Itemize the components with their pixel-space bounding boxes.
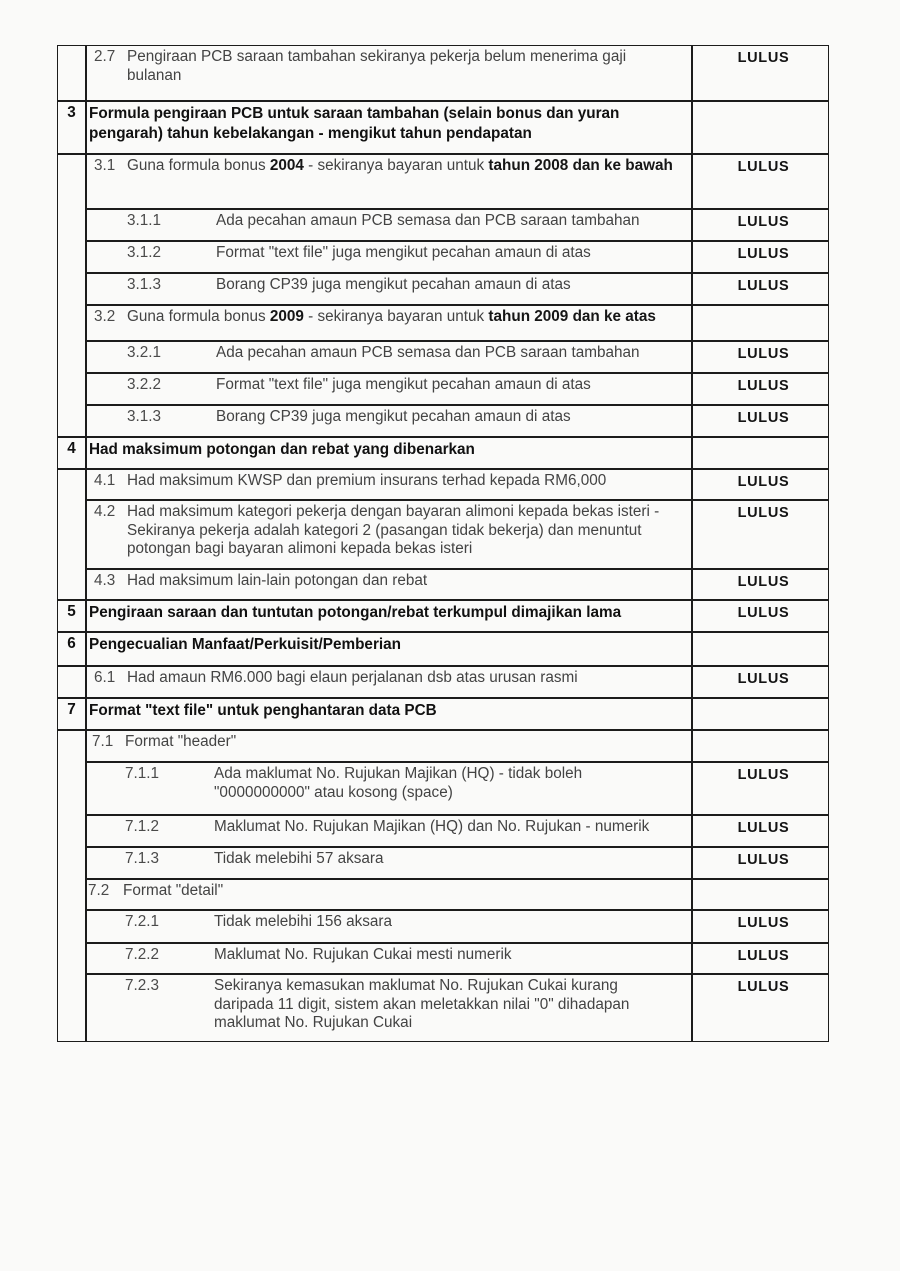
status-label: LULUS [737,278,790,294]
status-label: LULUS [737,948,790,964]
section-number-cell [57,730,86,1042]
description-text: Guna formula bonus [127,157,270,174]
item-description [127,308,690,327]
section-number-cell [57,600,86,632]
section-heading-row [86,101,829,154]
item-number: 4.1 [94,472,116,489]
table-row [86,469,829,500]
item-number: 7.1 [92,733,114,750]
item-description: Tidak melebihi 156 aksara [214,913,392,930]
section-title: Pengecualian Manfaat/Perkuisit/Pemberian [89,636,401,653]
status-label: LULUS [737,378,790,394]
item-description: Format "detail" [123,882,224,899]
table-row [86,847,829,879]
section-number-cell [57,101,86,154]
section-number-cell [57,45,86,101]
table-row [86,730,829,762]
description-emphasis: 2004 [269,157,304,174]
table-row [86,154,829,209]
item-description: Borang CP39 juga mengikut pecahan amaun di atas [216,408,571,425]
section-number-cell [57,154,86,437]
status-label: LULUS [737,574,790,590]
item-number: 7.2 [88,882,110,899]
item-number: 3.1 [94,157,116,174]
section-number-cell [57,469,86,600]
item-number: 7.1.2 [125,818,160,835]
status-label: LULUS [737,474,790,490]
section-number-cell [57,698,86,730]
table-row [86,273,829,305]
status-label: LULUS [737,605,790,621]
section-number: 6 [67,635,76,652]
section-heading-row [86,698,829,730]
description-text: Guna formula bonus [127,308,270,325]
section-heading-row [86,600,829,632]
table-row [86,45,829,101]
status-label: LULUS [737,159,790,175]
status-label: LULUS [737,767,790,783]
section-number: 5 [67,603,76,620]
item-number: 4.2 [94,503,116,520]
table-row [86,569,829,600]
section-number: 3 [67,104,76,121]
description-text: - sekiranya bayaran untuk [303,308,489,325]
status-label: LULUS [737,410,790,426]
item-number: 3.1.2 [127,244,162,261]
item-description: Sekiranya kemasukan maklumat No. Rujukan Cukai kurang daripada 11 digit, sistem akan meletakkan nilai "0" dihadapan maklumat No. Rujukan Cukai [214,977,630,1031]
section-title: Pengiraan saraan dan tuntutan potongan/rebat terkumpul dimajikan lama [89,604,622,621]
item-number: 3.2.1 [127,344,162,361]
status-label: LULUS [737,50,790,66]
section-number: 7 [67,701,76,718]
item-description: Maklumat No. Rujukan Majikan (HQ) dan No. Rujukan - numerik [214,818,650,835]
item-number: 3.1.1 [127,212,162,229]
item-description: Had maksimum lain-lain potongan dan rebat [127,572,428,589]
item-number: 6.1 [94,669,116,686]
table-row [86,879,829,910]
section-number-cell [57,666,86,698]
item-description: Borang CP39 juga mengikut pecahan amaun di atas [216,276,571,293]
item-description: Pengiraan PCB saraan tambahan sekiranya pekerja belum menerima gaji bulanan [127,48,627,84]
item-number: 7.2.2 [125,946,160,963]
table-row [86,943,829,974]
item-number: 7.2.1 [125,913,160,930]
table-row [86,241,829,273]
section-title: Formula pengiraan PCB untuk saraan tambahan (selain bonus dan yuran pengarah) tahun kebelakangan - mengikut tahun pendapatan [89,105,620,142]
item-description: Ada pecahan amaun PCB semasa dan PCB saraan tambahan [216,212,640,229]
item-description [127,157,690,176]
table-row [86,910,829,943]
status-label: LULUS [737,346,790,362]
section-number-cell [57,632,86,666]
table-row [86,500,829,569]
status-label: LULUS [737,671,790,687]
status-label: LULUS [737,246,790,262]
item-number: 7.1.1 [125,765,160,782]
item-description: Had amaun RM6.000 bagi elaun perjalanan dsb atas urusan rasmi [127,669,578,686]
item-number: 2.7 [94,48,116,65]
table-row [86,209,829,241]
item-number: 3.1.3 [127,276,162,293]
table-row [86,373,829,405]
item-description: Format "text file" juga mengikut pecahan amaun di atas [216,244,591,261]
item-description: Format "header" [125,733,237,750]
item-description: Had maksimum KWSP dan premium insurans terhad kepada RM6,000 [127,472,607,489]
section-title: Format "text file" untuk penghantaran data PCB [89,702,437,719]
status-label: LULUS [737,852,790,868]
item-description: Ada pecahan amaun PCB semasa dan PCB saraan tambahan [216,344,640,361]
status-label: LULUS [737,820,790,836]
table-row [86,666,829,698]
item-number: 7.1.3 [125,850,160,867]
description-emphasis: 2009 [269,308,304,325]
table-row [86,341,829,373]
section-heading-row [86,437,829,469]
description-emphasis: tahun 2008 dan ke bawah [488,157,673,174]
table-row [86,405,829,437]
section-number: 4 [67,440,76,457]
status-label: LULUS [737,505,790,521]
section-number-cell [57,437,86,469]
table-row [86,815,829,847]
status-label: LULUS [737,214,790,230]
table-row [86,762,829,815]
item-description: Tidak melebihi 57 aksara [214,850,384,867]
item-description: Had maksimum kategori pekerja dengan bayaran alimoni kepada bekas isteri - Sekiranya pekerja adalah kategori 2 (pasangan tidak bekerja) dan menuntut potongan bagi bayaran alimoni kepada bekas isteri [127,503,660,557]
item-description: Maklumat No. Rujukan Cukai mesti numerik [214,946,512,963]
table-row [86,305,829,341]
description-emphasis: tahun 2009 dan ke atas [488,308,656,325]
section-title: Had maksimum potongan dan rebat yang dibenarkan [89,441,475,458]
item-number: 3.2 [94,308,116,325]
item-number: 3.2.2 [127,376,162,393]
item-number: 7.2.3 [125,977,160,994]
status-label: LULUS [737,979,790,995]
item-number: 3.1.3 [127,408,162,425]
item-number: 4.3 [94,572,116,589]
item-description: Format "text file" juga mengikut pecahan amaun di atas [216,376,591,393]
section-heading-row [86,632,829,666]
description-text: - sekiranya bayaran untuk [303,157,489,174]
item-description: Ada maklumat No. Rujukan Majikan (HQ) - tidak boleh "0000000000" atau kosong (space) [214,765,583,801]
table-row [86,974,829,1042]
status-label: LULUS [737,915,790,931]
